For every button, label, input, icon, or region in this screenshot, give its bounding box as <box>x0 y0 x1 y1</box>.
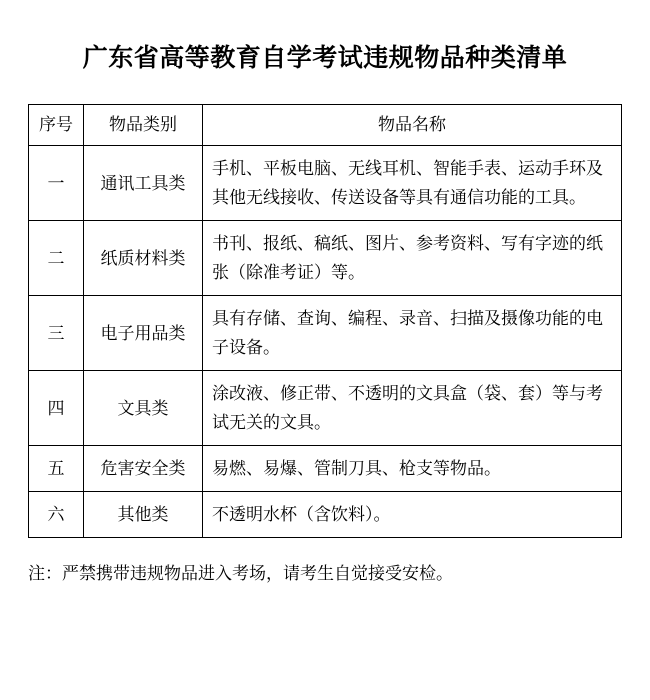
row-category: 纸质材料类 <box>84 221 203 296</box>
table-body <box>29 146 622 538</box>
table-row <box>29 371 622 446</box>
row-no: 三 <box>29 296 84 371</box>
table-row <box>29 446 622 492</box>
row-name: 手机、平板电脑、无线耳机、智能手表、运动手环及其他无线接收、传送设备等具有通信功能的工具。 <box>203 146 622 221</box>
table-row <box>29 492 622 538</box>
row-category: 电子用品类 <box>84 296 203 371</box>
row-name: 易燃、易爆、管制刀具、枪支等物品。 <box>203 446 622 492</box>
row-no: 四 <box>29 371 84 446</box>
row-no: 六 <box>29 492 84 538</box>
column-header-no: 序号 <box>29 105 84 146</box>
table-header <box>29 105 622 146</box>
row-no: 一 <box>29 146 84 221</box>
table-row <box>29 146 622 221</box>
table-row <box>29 296 622 371</box>
row-no: 二 <box>29 221 84 296</box>
column-header-category: 物品类别 <box>84 105 203 146</box>
page-title: 广东省高等教育自学考试违规物品种类清单 <box>82 45 568 72</box>
prohibited-items-table-wrapper <box>28 104 622 538</box>
row-name: 不透明水杯（含饮料）。 <box>203 492 622 538</box>
row-name: 涂改液、修正带、不透明的文具盒（袋、套）等与考试无关的文具。 <box>203 371 622 446</box>
row-category: 通讯工具类 <box>84 146 203 221</box>
row-category: 其他类 <box>84 492 203 538</box>
row-category: 文具类 <box>84 371 203 446</box>
row-name: 书刊、报纸、稿纸、图片、参考资料、写有字迹的纸张（除准考证）等。 <box>203 221 622 296</box>
row-name: 具有存储、查询、编程、录音、扫描及摄像功能的电子设备。 <box>203 296 622 371</box>
table-header-row <box>29 105 622 146</box>
row-category: 危害安全类 <box>84 446 203 492</box>
prohibited-items-table <box>28 104 622 538</box>
footer-note: 注：严禁携带违规物品进入考场，请考生自觉接受安检。 <box>28 564 453 583</box>
row-no: 五 <box>29 446 84 492</box>
column-header-name: 物品名称 <box>203 105 622 146</box>
table-row <box>29 221 622 296</box>
